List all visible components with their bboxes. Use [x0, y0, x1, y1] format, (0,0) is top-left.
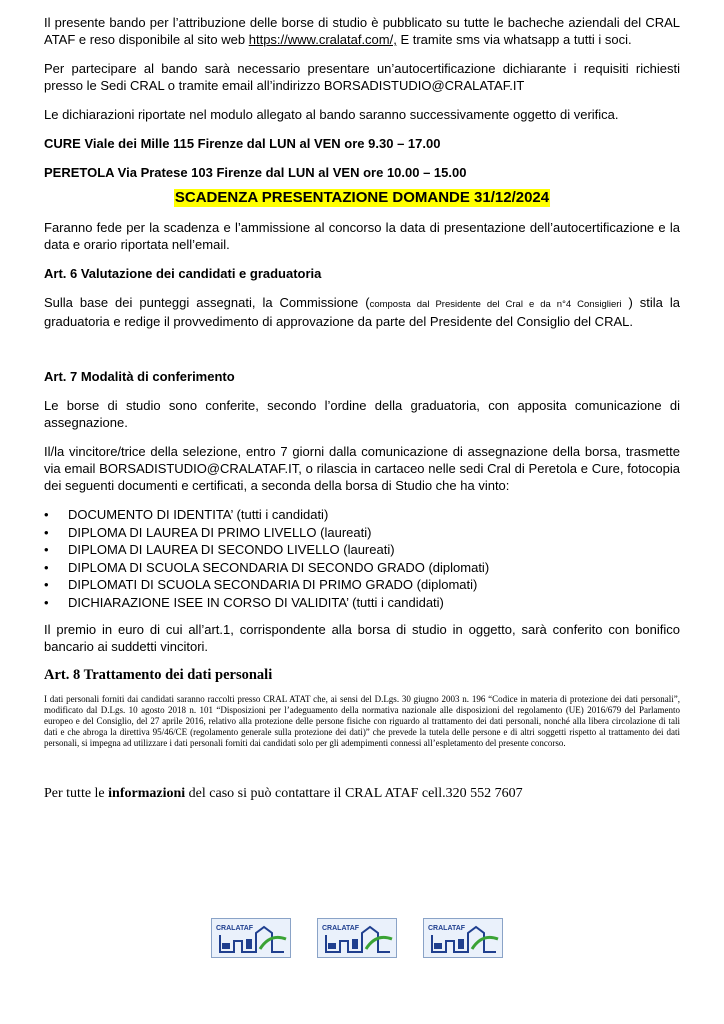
list-item: • DIPLOMA DI LAUREA DI PRIMO LIVELLO (laureati) — [68, 524, 680, 542]
svg-text:CRALATAF: CRALATAF — [322, 925, 360, 932]
footer-logos — [211, 918, 511, 958]
intro-text-after: E tramite sms via whatsapp a tutti i soci. — [396, 32, 632, 47]
sede-peretola: PERETOLA Via Pratese 103 Firenze dal LUN al VEN ore 10.00 – 15.00 — [44, 165, 467, 180]
art8-heading: Art. 8 Trattamento dei dati personali — [44, 667, 273, 683]
art6-paragraph — [44, 294, 680, 330]
art8-privacy-text: I dati personali forniti dai candidati saranno raccolti presso CRAL ATAT che, ai sensi del D.Lgs. 30 giugno 2003 n. 196 “Codice in materia di protezione dei dati personali”, modificato dal D.Lgs. 10 agosto 2018 n. 101 “Disposizioni per l’adeguamento della normativa nazionale alle disposizioni del regolamento (UE) 2016/679 del Parlamento europeo e del Consiglio, del 27 aprile 2016, relativo alla protezione delle persone fisiche con riguardo al trattamento dei dati personali, nonché alla libera circolazione di tali dati e che abroga la direttiva 95/46/CE (regolamento generale sulla protezione dei dati)” che prevede la tutela delle persone e di altri soggetti rispetto al trattamento dei dati personali, si impegna ad utilizzare i dati personali forniti dai candidati solo per gli adempimenti connessi all’espletamento del presente concorso. — [44, 694, 680, 748]
verification-paragraph: Le dichiarazioni riportate nel modulo allegato al bando saranno successivamente oggetto di verifica. — [44, 107, 619, 122]
svg-text:CRALATAF: CRALATAF — [428, 925, 466, 932]
art7-paragraph-3: Il premio in euro di cui all’art.1, corrispondente alla borsa di studio in oggetto, sarà conferito con bonifico bancario ai suddetti vincitori. — [44, 622, 680, 654]
cral-ataf-logo — [423, 918, 503, 958]
contact-text-before: Per tutte le — [44, 786, 109, 801]
intro-paragraph — [44, 14, 680, 48]
cral-ataf-logo — [317, 918, 397, 958]
svg-text:CRALATAF: CRALATAF — [216, 925, 254, 932]
art6-commission-note: composta dal Presidente del Cral e da n°4 Consiglieri — [369, 299, 622, 310]
contact-bold-word: informazioni — [108, 786, 186, 801]
deadline-text: SCADENZA PRESENTAZIONE DOMANDE 31/12/2024 — [174, 189, 550, 206]
intro-text-before: Il presente bando per l’attribuzione delle borse di studio è pubblicato su tutte le bacheche aziendali del CRAL ATAF e reso disponibile al sito web — [44, 15, 680, 47]
cral-ataf-logo — [211, 918, 291, 958]
document-page — [44, 14, 680, 802]
art7-paragraph-1: Le borse di studio sono conferite, secondo l’ordine della graduatoria, con apposita comunicazione di assegnazione. — [44, 398, 680, 430]
website-link[interactable]: https://www.cralataf.com/, — [248, 32, 397, 47]
art6-text-before: Sulla base dei punteggi assegnati, la Commissione ( — [44, 295, 370, 310]
deadline-note: Faranno fede per la scadenza e l’ammissione al concorso la data di presentazione dell’autocertificazione e la data e orario riportata nell’email. — [44, 220, 680, 252]
list-item: • DIPLOMA DI LAUREA DI SECONDO LIVELLO (laureati) — [68, 541, 680, 559]
sede-cure: CURE Viale dei Mille 115 Firenze dal LUN al VEN ore 9.30 – 17.00 — [44, 136, 441, 151]
spacer — [44, 330, 680, 368]
art7-heading: Art. 7 Modalità di conferimento — [44, 369, 235, 384]
art6-heading: Art. 6 Valutazione dei candidati e graduatoria — [44, 266, 322, 281]
participation-paragraph: Per partecipare al bando sarà necessario presentare un’autocertificazione dichiarante i requisiti richiesti presso le Sedi CRAL o tramite email all’indirizzo BORSADISTUDIO@CRALATAF.IT — [44, 61, 680, 93]
list-item: • DIPLOMA DI SCUOLA SECONDARIA DI SECONDO GRADO (diplomati) — [68, 559, 680, 577]
list-item: • DOCUMENTO DI IDENTITA’ (tutti i candidati) — [68, 506, 680, 524]
art7-paragraph-2: Il/la vincitore/trice della selezione, entro 7 giorni dalla comunicazione di assegnazione della borsa, trasmette via email BORSADISTUDIO@CRALATAF.IT, o rilascia in cartaceo nelle sedi Cral di Peretola e Cure, fotocopia dei seguenti documenti e certificati, a seconda della borsa di Studio che ha vinto: — [44, 444, 680, 493]
contact-text-after: del caso si può contattare il CRAL ATAF cell.320 552 7607 — [185, 786, 523, 801]
contact-line — [44, 785, 680, 802]
art6-text-after: ) stila la graduatoria e redige il provvedimento di approvazione da parte del Presidente del Consiglio del CRAL. — [44, 295, 680, 329]
list-item: • DICHIARAZIONE ISEE IN CORSO DI VALIDITA’ (tutti i candidati) — [68, 594, 680, 612]
required-documents-list — [44, 506, 680, 611]
deadline-banner — [44, 189, 680, 207]
list-item: • DIPLOMATI DI SCUOLA SECONDARIA DI PRIMO GRADO (diplomati) — [68, 576, 680, 594]
